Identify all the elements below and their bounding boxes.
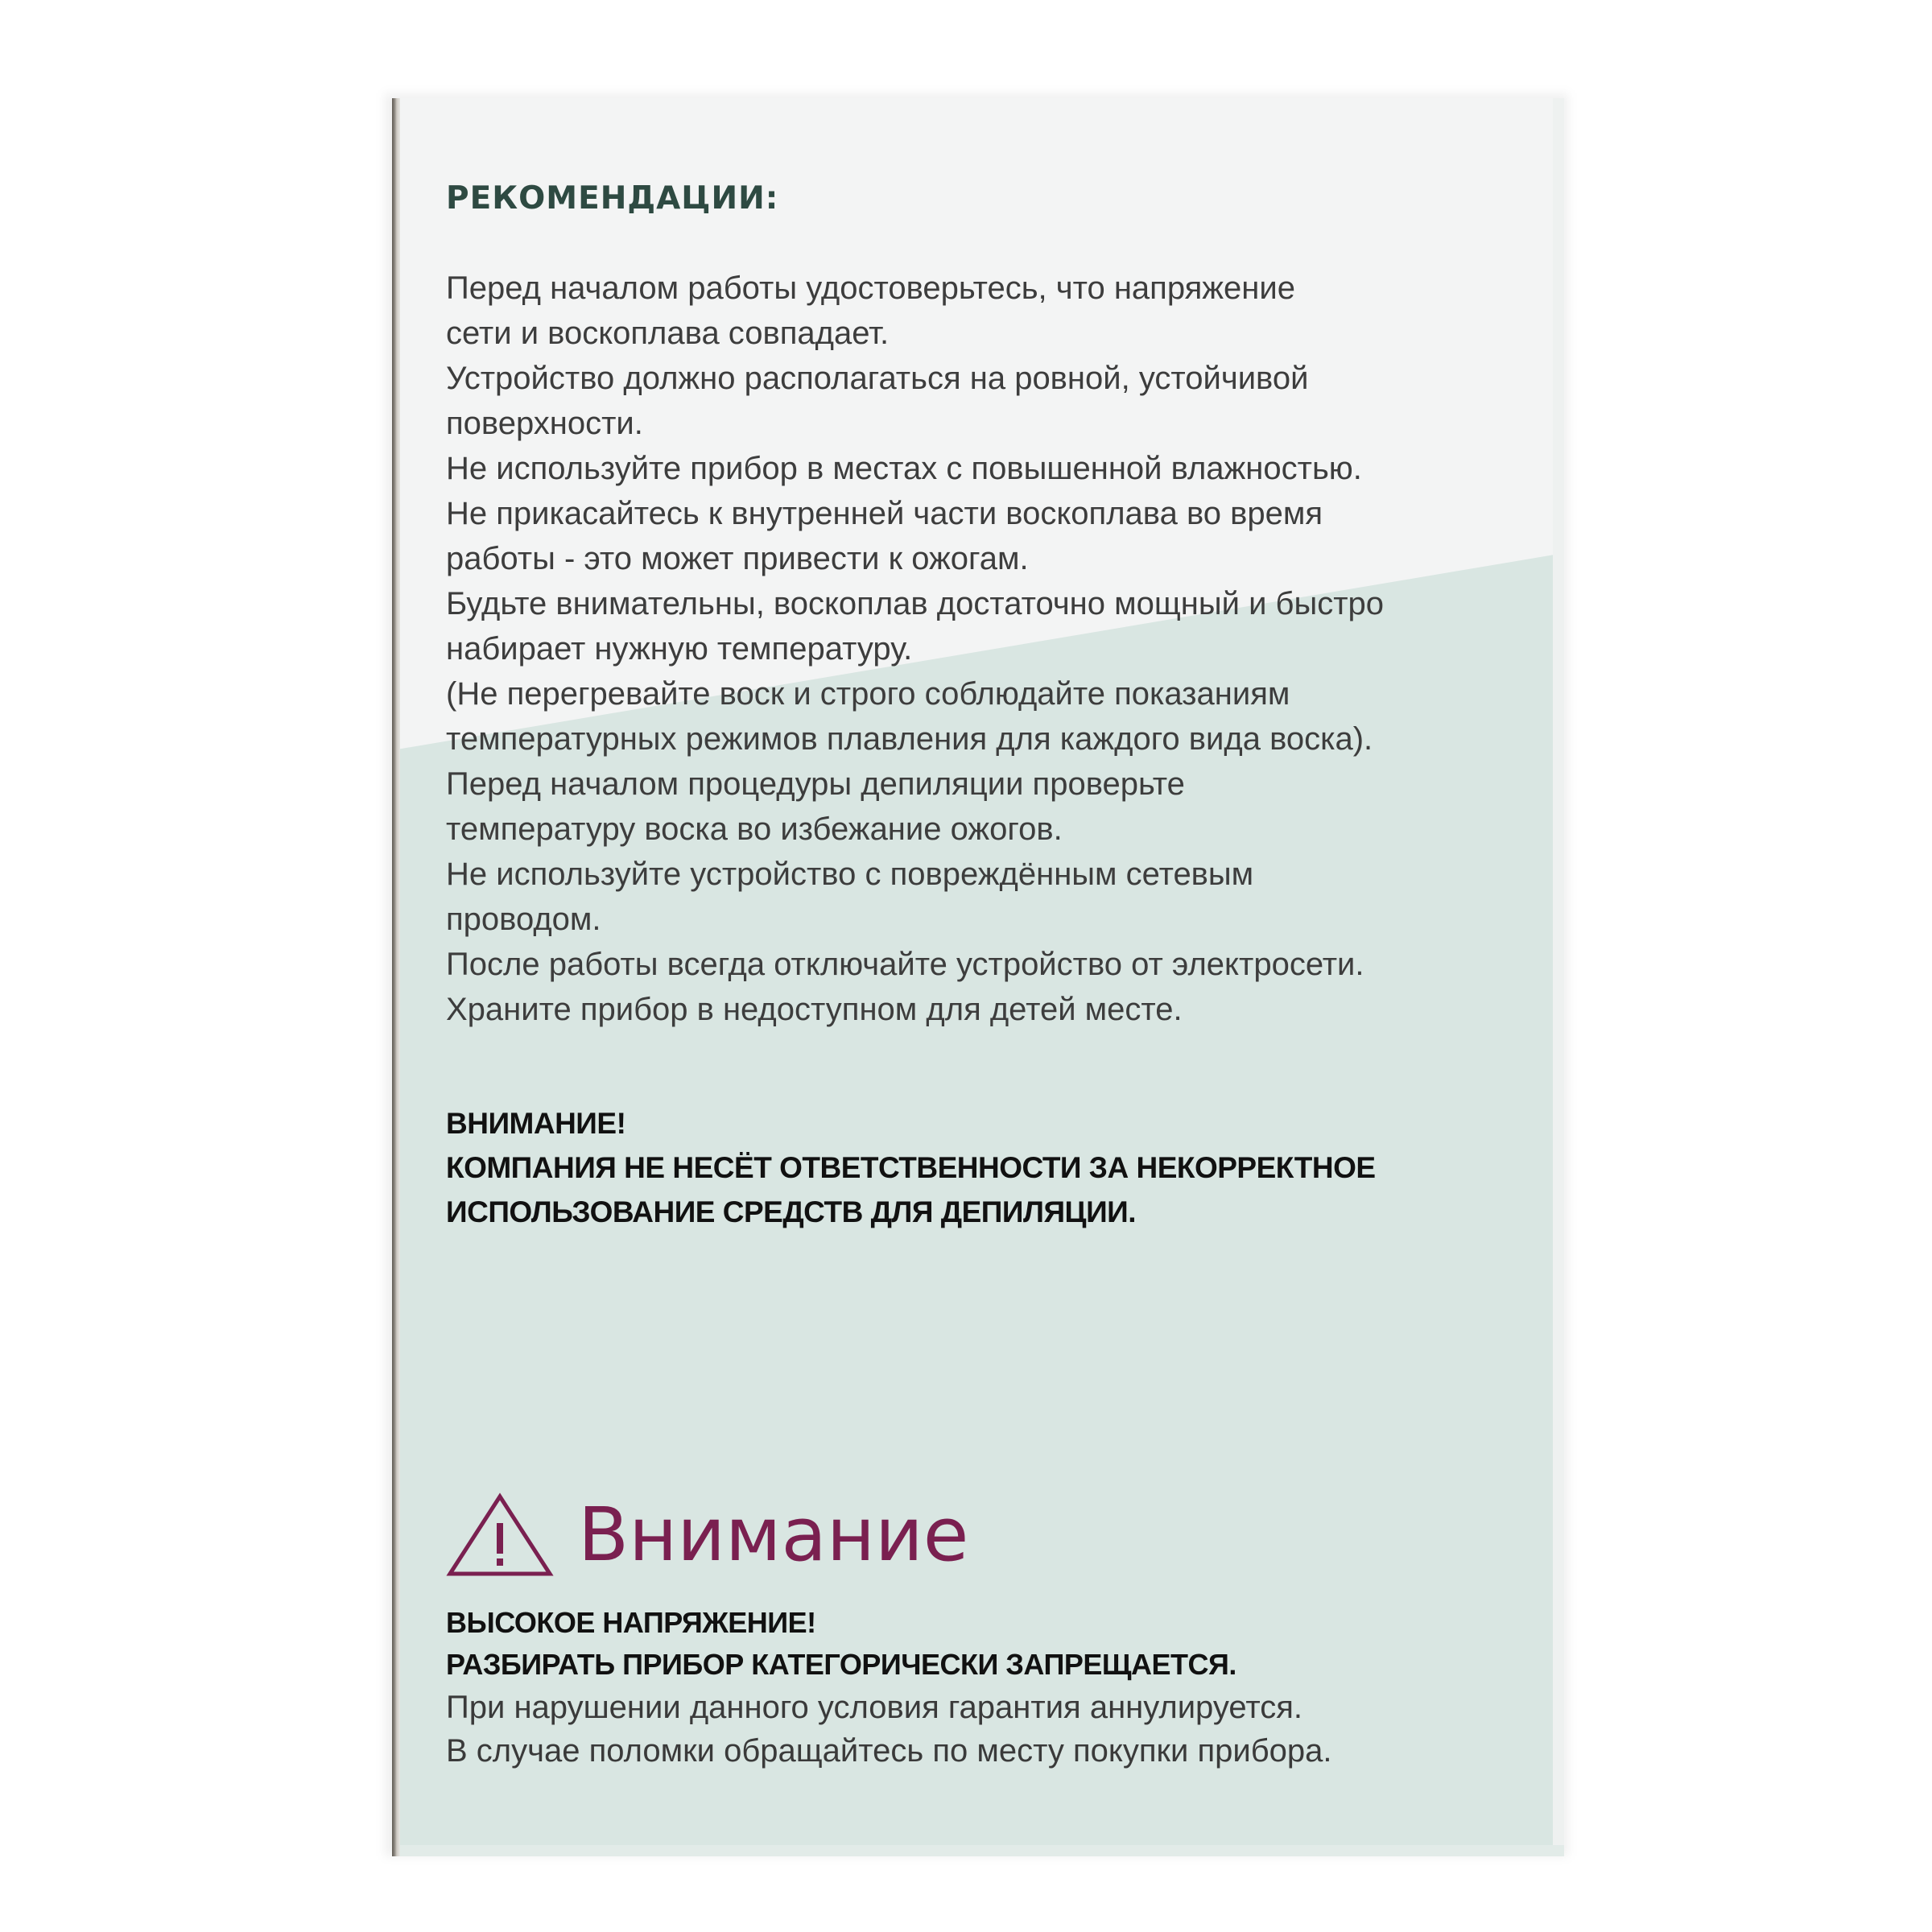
recommendation-line: Храните прибор в недоступном для детей месте.	[446, 992, 1183, 1027]
recommendation-line: Перед началом процедуры депиляции проверьте	[446, 766, 1185, 802]
recommendation-line: Не прикасайтесь к внутренней части воскоплава во время	[446, 496, 1323, 531]
liability-line: ИСПОЛЬЗОВАНИЕ СРЕДСТВ ДЛЯ ДЕПИЛЯЦИИ.	[446, 1195, 1137, 1228]
high-voltage-line: ВЫСОКОЕ НАПРЯЖЕНИЕ!	[446, 1606, 816, 1639]
recommendations-list	[446, 266, 1525, 1032]
recommendation-line: работы - это может привести к ожогам.	[446, 541, 1029, 576]
recommendation-line: набирает нужную температуру.	[446, 631, 913, 667]
recommendation-line: температурных режимов плавления для каждого вида воска).	[446, 721, 1373, 757]
liability-heading: ВНИМАНИЕ!	[446, 1107, 626, 1140]
disassembly-prohibited-line: РАЗБИРАТЬ ПРИБОР КАТЕГОРИЧЕСКИ ЗАПРЕЩАЕТСЯ.	[446, 1648, 1236, 1681]
recommendation-line: Не используйте устройство с повреждённым сетевым	[446, 857, 1254, 892]
recommendation-line: После работы всегда отключайте устройство от электросети.	[446, 947, 1364, 982]
warranty-void-line: При нарушении данного условия гарантия аннулируется.	[446, 1690, 1302, 1725]
high-voltage-warning	[446, 1602, 1541, 1773]
box-spine-edge	[392, 98, 400, 1856]
recommendation-line: Будьте внимательны, воскоплав достаточно мощный и быстро	[446, 586, 1384, 621]
attention-header	[446, 1491, 968, 1579]
recommendation-line: температуру воска во избежание ожогов.	[446, 811, 1063, 847]
recommendation-line: (Не перегревайте воск и строго соблюдайте показаниям	[446, 676, 1290, 712]
recommendation-line: Не используйте прибор в местах с повышенной влажностью.	[446, 451, 1362, 486]
breakdown-contact-line: В случае поломки обращайтесь по месту покупки прибора.	[446, 1733, 1332, 1769]
recommendation-line: Перед началом работы удостоверьтесь, что напряжение	[446, 270, 1295, 306]
recommendation-line: Устройство должно располагаться на ровной, устойчивой	[446, 361, 1309, 396]
liability-notice	[446, 1101, 1525, 1234]
warning-triangle-icon	[446, 1492, 554, 1578]
attention-title: Внимание	[578, 1492, 969, 1578]
recommendation-line: проводом.	[446, 902, 601, 937]
recommendations-title: РЕКОМЕНДАЦИИ:	[446, 180, 779, 217]
recommendation-line: сети и воскоплава совпадает.	[446, 316, 890, 351]
liability-line: КОМПАНИЯ НЕ НЕСЁТ ОТВЕТСТВЕННОСТИ ЗА НЕКОРРЕКТНОЕ	[446, 1151, 1376, 1184]
recommendation-line: поверхности.	[446, 406, 643, 441]
